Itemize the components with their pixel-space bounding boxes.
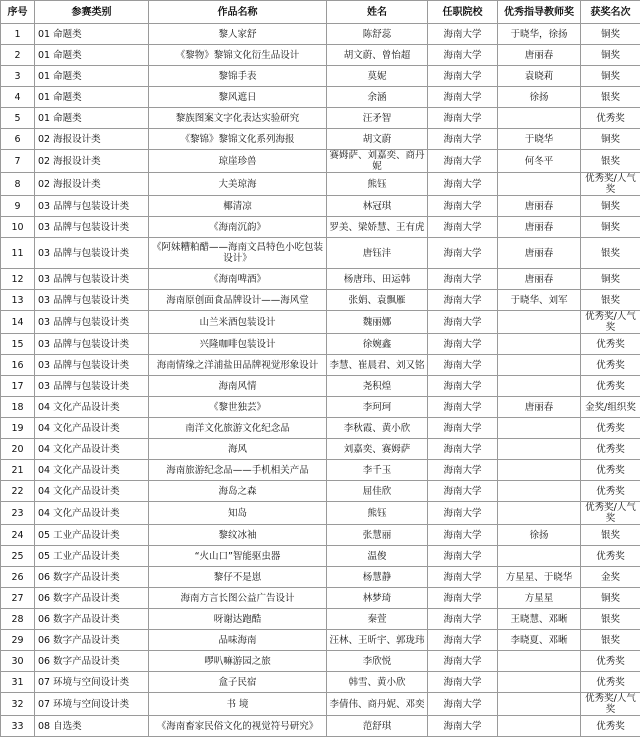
cell-rank: 铜奖	[581, 24, 640, 45]
cell-teacher-award	[498, 481, 581, 502]
cell-rank: 优秀奖	[581, 481, 640, 502]
cell-teacher-award: 唐丽春	[498, 269, 581, 290]
cell-teacher-award: 徐扬	[498, 87, 581, 108]
cell-name: 赛姆萨、刘嘉奕、商丹妮	[327, 150, 428, 173]
cell-index: 4	[1, 87, 35, 108]
cell-school: 海南大学	[428, 502, 498, 525]
cell-rank: 银奖	[581, 150, 640, 173]
cell-work-title: 黎族图案文字化表达实验研究	[149, 108, 327, 129]
cell-category: 02 海报设计类	[35, 129, 149, 150]
table-row	[1, 588, 640, 609]
cell-rank: 金奖/组织奖	[581, 397, 640, 418]
cell-category: 01 命题类	[35, 108, 149, 129]
cell-school: 海南大学	[428, 269, 498, 290]
table-row	[1, 173, 640, 196]
cell-name: 汪矛智	[327, 108, 428, 129]
cell-rank: 优秀奖/人气奖	[581, 311, 640, 334]
cell-index: 2	[1, 45, 35, 66]
cell-work-title: 《黎物》黎锦文化衍生品设计	[149, 45, 327, 66]
cell-rank: 优秀奖	[581, 439, 640, 460]
cell-work-title: 黎纹冰袖	[149, 525, 327, 546]
cell-rank: 银奖	[581, 87, 640, 108]
cell-school: 海南大学	[428, 609, 498, 630]
table-row	[1, 460, 640, 481]
cell-rank: 铜奖	[581, 129, 640, 150]
cell-index: 23	[1, 502, 35, 525]
cell-teacher-award: 唐丽春	[498, 45, 581, 66]
cell-category: 05 工业产品设计类	[35, 525, 149, 546]
cell-name: 胡文蔚、曾怡超	[327, 45, 428, 66]
cell-work-title: 黎风遮日	[149, 87, 327, 108]
cell-work-title: 海南旅游纪念品——手机相关产品	[149, 460, 327, 481]
cell-school: 海南大学	[428, 460, 498, 481]
cell-name: 韩雪、黄小欣	[327, 672, 428, 693]
cell-school: 海南大学	[428, 290, 498, 311]
cell-index: 11	[1, 238, 35, 269]
table-row	[1, 311, 640, 334]
cell-index: 30	[1, 651, 35, 672]
cell-index: 7	[1, 150, 35, 173]
cell-school: 海南大学	[428, 129, 498, 150]
cell-teacher-award: 唐丽春	[498, 397, 581, 418]
cell-teacher-award: 唐丽春	[498, 238, 581, 269]
cell-category: 04 文化产品设计类	[35, 439, 149, 460]
cell-name: 莫妮	[327, 66, 428, 87]
cell-school: 海南大学	[428, 355, 498, 376]
cell-school: 海南大学	[428, 173, 498, 196]
cell-work-title: 海南方言长图公益广告设计	[149, 588, 327, 609]
cell-name: 杨慧静	[327, 567, 428, 588]
table-row	[1, 693, 640, 716]
cell-work-title: “火山口”智能驱虫器	[149, 546, 327, 567]
cell-teacher-award: 徐扬	[498, 525, 581, 546]
table-row	[1, 630, 640, 651]
cell-teacher-award	[498, 173, 581, 196]
cell-index: 27	[1, 588, 35, 609]
header-category: 参赛类别	[35, 1, 149, 24]
cell-work-title: 《海南沉韵》	[149, 217, 327, 238]
cell-work-title: 南洋文化旅游文化纪念品	[149, 418, 327, 439]
cell-category: 03 品牌与包装设计类	[35, 290, 149, 311]
cell-name: 李千玉	[327, 460, 428, 481]
cell-work-title: 啰叭嘛游园之旅	[149, 651, 327, 672]
cell-school: 海南大学	[428, 588, 498, 609]
cell-index: 8	[1, 173, 35, 196]
table-body	[1, 24, 640, 737]
cell-teacher-award: 方星星	[498, 588, 581, 609]
cell-work-title: 黎仔不是崽	[149, 567, 327, 588]
header-school: 任职院校	[428, 1, 498, 24]
cell-index: 32	[1, 693, 35, 716]
cell-teacher-award	[498, 418, 581, 439]
cell-teacher-award: 袁晓莉	[498, 66, 581, 87]
cell-category: 03 品牌与包装设计类	[35, 334, 149, 355]
cell-teacher-award: 王晓慧、邓晰	[498, 609, 581, 630]
table-row	[1, 217, 640, 238]
cell-name: 熊钰	[327, 173, 428, 196]
cell-work-title: 椰清凉	[149, 196, 327, 217]
cell-category: 05 工业产品设计类	[35, 546, 149, 567]
cell-school: 海南大学	[428, 334, 498, 355]
header-name: 姓名	[327, 1, 428, 24]
cell-name: 陈舒蕊	[327, 24, 428, 45]
cell-school: 海南大学	[428, 66, 498, 87]
table-row	[1, 481, 640, 502]
cell-rank: 银奖	[581, 238, 640, 269]
table-row	[1, 87, 640, 108]
cell-rank: 优秀奖	[581, 418, 640, 439]
cell-work-title: 《黎锦》黎锦文化系列海报	[149, 129, 327, 150]
cell-teacher-award	[498, 546, 581, 567]
table-row	[1, 418, 640, 439]
cell-category: 06 数字产品设计类	[35, 609, 149, 630]
cell-school: 海南大学	[428, 525, 498, 546]
cell-school: 海南大学	[428, 418, 498, 439]
cell-teacher-award	[498, 672, 581, 693]
cell-name: 罗美、梁娇慧、王有虎	[327, 217, 428, 238]
table-row	[1, 334, 640, 355]
cell-index: 12	[1, 269, 35, 290]
cell-teacher-award	[498, 716, 581, 737]
table-row	[1, 672, 640, 693]
cell-school: 海南大学	[428, 651, 498, 672]
cell-index: 16	[1, 355, 35, 376]
cell-category: 04 文化产品设计类	[35, 418, 149, 439]
cell-name: 范舒琪	[327, 716, 428, 737]
cell-work-title: 海南情缘之洋浦盐田品牌视觉形象设计	[149, 355, 327, 376]
cell-index: 10	[1, 217, 35, 238]
cell-index: 33	[1, 716, 35, 737]
cell-category: 08 自选类	[35, 716, 149, 737]
cell-category: 07 环境与空间设计类	[35, 693, 149, 716]
cell-index: 28	[1, 609, 35, 630]
cell-rank: 优秀奖	[581, 651, 640, 672]
cell-index: 25	[1, 546, 35, 567]
cell-teacher-award: 李晓夏、邓晰	[498, 630, 581, 651]
cell-name: 林冠琪	[327, 196, 428, 217]
table-row	[1, 24, 640, 45]
header-work-title: 作品名称	[149, 1, 327, 24]
cell-school: 海南大学	[428, 439, 498, 460]
cell-rank: 铜奖	[581, 217, 640, 238]
cell-work-title: 海岛之森	[149, 481, 327, 502]
table-row	[1, 108, 640, 129]
cell-school: 海南大学	[428, 217, 498, 238]
cell-rank: 优秀奖	[581, 334, 640, 355]
cell-rank: 铜奖	[581, 66, 640, 87]
cell-name: 张娟、袁飘雁	[327, 290, 428, 311]
cell-name: 林梦琦	[327, 588, 428, 609]
table-row	[1, 376, 640, 397]
cell-school: 海南大学	[428, 45, 498, 66]
cell-teacher-award	[498, 355, 581, 376]
cell-work-title: 海风	[149, 439, 327, 460]
cell-name: 秦萱	[327, 609, 428, 630]
cell-index: 3	[1, 66, 35, 87]
table-row	[1, 716, 640, 737]
cell-index: 31	[1, 672, 35, 693]
cell-rank: 优秀奖/人气奖	[581, 173, 640, 196]
cell-index: 15	[1, 334, 35, 355]
table-row	[1, 238, 640, 269]
cell-work-title: 海南原创面食品牌设计——海风堂	[149, 290, 327, 311]
cell-name: 徐婉鑫	[327, 334, 428, 355]
cell-category: 03 品牌与包装设计类	[35, 217, 149, 238]
cell-school: 海南大学	[428, 311, 498, 334]
cell-category: 04 文化产品设计类	[35, 397, 149, 418]
cell-rank: 金奖	[581, 567, 640, 588]
cell-category: 06 数字产品设计类	[35, 567, 149, 588]
cell-work-title: 《海南畜家民俗文化的视觉符号研究》	[149, 716, 327, 737]
cell-category: 04 文化产品设计类	[35, 502, 149, 525]
cell-work-title: 黎锦手表	[149, 66, 327, 87]
cell-rank: 银奖	[581, 609, 640, 630]
cell-teacher-award	[498, 376, 581, 397]
cell-index: 21	[1, 460, 35, 481]
cell-rank: 银奖	[581, 525, 640, 546]
cell-index: 18	[1, 397, 35, 418]
cell-rank: 优秀奖	[581, 376, 640, 397]
cell-name: 李欣悦	[327, 651, 428, 672]
header-row	[1, 1, 640, 24]
table-row	[1, 196, 640, 217]
cell-rank: 优秀奖	[581, 672, 640, 693]
cell-teacher-award: 唐丽春	[498, 217, 581, 238]
cell-category: 03 品牌与包装设计类	[35, 376, 149, 397]
cell-name: 李秋霞、黄小欣	[327, 418, 428, 439]
cell-school: 海南大学	[428, 196, 498, 217]
cell-name: 胡文蔚	[327, 129, 428, 150]
cell-category: 06 数字产品设计类	[35, 651, 149, 672]
cell-teacher-award: 方星星、于晓华	[498, 567, 581, 588]
table-row	[1, 567, 640, 588]
cell-rank: 银奖	[581, 290, 640, 311]
cell-index: 13	[1, 290, 35, 311]
table-row	[1, 439, 640, 460]
table-row	[1, 609, 640, 630]
cell-index: 6	[1, 129, 35, 150]
cell-rank: 铜奖	[581, 588, 640, 609]
cell-school: 海南大学	[428, 24, 498, 45]
cell-category: 06 数字产品设计类	[35, 630, 149, 651]
cell-rank: 铜奖	[581, 45, 640, 66]
cell-category: 01 命题类	[35, 66, 149, 87]
cell-index: 14	[1, 311, 35, 334]
cell-work-title: 呀谢达跑酷	[149, 609, 327, 630]
cell-rank: 铜奖	[581, 269, 640, 290]
cell-name: 尧积煌	[327, 376, 428, 397]
cell-name: 张慧丽	[327, 525, 428, 546]
cell-name: 魏丽娜	[327, 311, 428, 334]
cell-school: 海南大学	[428, 397, 498, 418]
cell-school: 海南大学	[428, 376, 498, 397]
cell-school: 海南大学	[428, 693, 498, 716]
cell-school: 海南大学	[428, 87, 498, 108]
cell-category: 04 文化产品设计类	[35, 460, 149, 481]
cell-work-title: 大美琼海	[149, 173, 327, 196]
table-row	[1, 290, 640, 311]
cell-index: 22	[1, 481, 35, 502]
cell-teacher-award: 于晓华	[498, 129, 581, 150]
cell-rank: 优秀奖	[581, 108, 640, 129]
cell-work-title: 《海南啤酒》	[149, 269, 327, 290]
cell-name: 汪林、王昕宇、郭珑玮	[327, 630, 428, 651]
cell-work-title: 书 境	[149, 693, 327, 716]
cell-school: 海南大学	[428, 108, 498, 129]
cell-teacher-award	[498, 502, 581, 525]
cell-category: 01 命题类	[35, 45, 149, 66]
cell-index: 9	[1, 196, 35, 217]
cell-name: 刘嘉奕、赛姆萨	[327, 439, 428, 460]
cell-teacher-award	[498, 108, 581, 129]
cell-name: 李倩伟、商丹妮、邓奕	[327, 693, 428, 716]
cell-school: 海南大学	[428, 630, 498, 651]
cell-work-title: 黎人家舒	[149, 24, 327, 45]
cell-category: 03 品牌与包装设计类	[35, 238, 149, 269]
cell-name: 李慧、崔晨君、刘又铭	[327, 355, 428, 376]
cell-teacher-award: 何冬平	[498, 150, 581, 173]
cell-teacher-award	[498, 439, 581, 460]
cell-work-title: 品味海南	[149, 630, 327, 651]
cell-index: 24	[1, 525, 35, 546]
table-row	[1, 129, 640, 150]
cell-category: 04 文化产品设计类	[35, 481, 149, 502]
cell-index: 19	[1, 418, 35, 439]
cell-category: 03 品牌与包装设计类	[35, 196, 149, 217]
cell-teacher-award	[498, 460, 581, 481]
cell-name: 李珂珂	[327, 397, 428, 418]
table-row	[1, 355, 640, 376]
cell-index: 1	[1, 24, 35, 45]
table-row	[1, 525, 640, 546]
cell-index: 17	[1, 376, 35, 397]
cell-rank: 铜奖	[581, 196, 640, 217]
cell-school: 海南大学	[428, 567, 498, 588]
cell-category: 01 命题类	[35, 87, 149, 108]
cell-rank: 银奖	[581, 630, 640, 651]
cell-school: 海南大学	[428, 672, 498, 693]
cell-category: 03 品牌与包装设计类	[35, 355, 149, 376]
cell-category: 02 海报设计类	[35, 150, 149, 173]
cell-work-title: 《阿妹糟粕醋——海南文昌特色小吃包装设计》	[149, 238, 327, 269]
header-rank: 获奖名次	[581, 1, 640, 24]
cell-rank: 优秀奖/人气奖	[581, 693, 640, 716]
cell-school: 海南大学	[428, 481, 498, 502]
cell-teacher-award	[498, 334, 581, 355]
table-row	[1, 269, 640, 290]
cell-teacher-award	[498, 651, 581, 672]
table-row	[1, 546, 640, 567]
cell-name: 杨唐玮、田运韩	[327, 269, 428, 290]
cell-category: 03 品牌与包装设计类	[35, 311, 149, 334]
cell-work-title: 知岛	[149, 502, 327, 525]
cell-teacher-award: 唐丽春	[498, 196, 581, 217]
table-row	[1, 651, 640, 672]
cell-name: 屈佳欣	[327, 481, 428, 502]
cell-rank: 优秀奖	[581, 716, 640, 737]
cell-name: 唐钰沣	[327, 238, 428, 269]
cell-name: 温俊	[327, 546, 428, 567]
cell-index: 29	[1, 630, 35, 651]
table-row	[1, 150, 640, 173]
cell-work-title: 兴隆咖啡包装设计	[149, 334, 327, 355]
cell-work-title: 山兰米酒包装设计	[149, 311, 327, 334]
cell-category: 06 数字产品设计类	[35, 588, 149, 609]
table-row	[1, 66, 640, 87]
table-row	[1, 397, 640, 418]
cell-rank: 优秀奖	[581, 355, 640, 376]
header-index: 序号	[1, 1, 35, 24]
cell-category: 07 环境与空间设计类	[35, 672, 149, 693]
cell-name: 余涵	[327, 87, 428, 108]
cell-category: 01 命题类	[35, 24, 149, 45]
cell-index: 20	[1, 439, 35, 460]
cell-rank: 优秀奖/人气奖	[581, 502, 640, 525]
cell-work-title: 海南风情	[149, 376, 327, 397]
cell-index: 5	[1, 108, 35, 129]
cell-rank: 优秀奖	[581, 460, 640, 481]
cell-work-title: 《黎世独芸》	[149, 397, 327, 418]
table-row	[1, 502, 640, 525]
cell-rank: 优秀奖	[581, 546, 640, 567]
cell-school: 海南大学	[428, 150, 498, 173]
cell-school: 海南大学	[428, 716, 498, 737]
cell-work-title: 盒子民宿	[149, 672, 327, 693]
cell-school: 海南大学	[428, 546, 498, 567]
cell-name: 熊钰	[327, 502, 428, 525]
cell-teacher-award: 于晓华、刘军	[498, 290, 581, 311]
cell-work-title: 琼崖珍兽	[149, 150, 327, 173]
cell-category: 02 海报设计类	[35, 173, 149, 196]
cell-index: 26	[1, 567, 35, 588]
header-teacher-award: 优秀指导教师奖	[498, 1, 581, 24]
cell-teacher-award	[498, 693, 581, 716]
cell-teacher-award: 于晓华，徐扬	[498, 24, 581, 45]
cell-school: 海南大学	[428, 238, 498, 269]
cell-teacher-award	[498, 311, 581, 334]
cell-category: 03 品牌与包装设计类	[35, 269, 149, 290]
table-row	[1, 45, 640, 66]
